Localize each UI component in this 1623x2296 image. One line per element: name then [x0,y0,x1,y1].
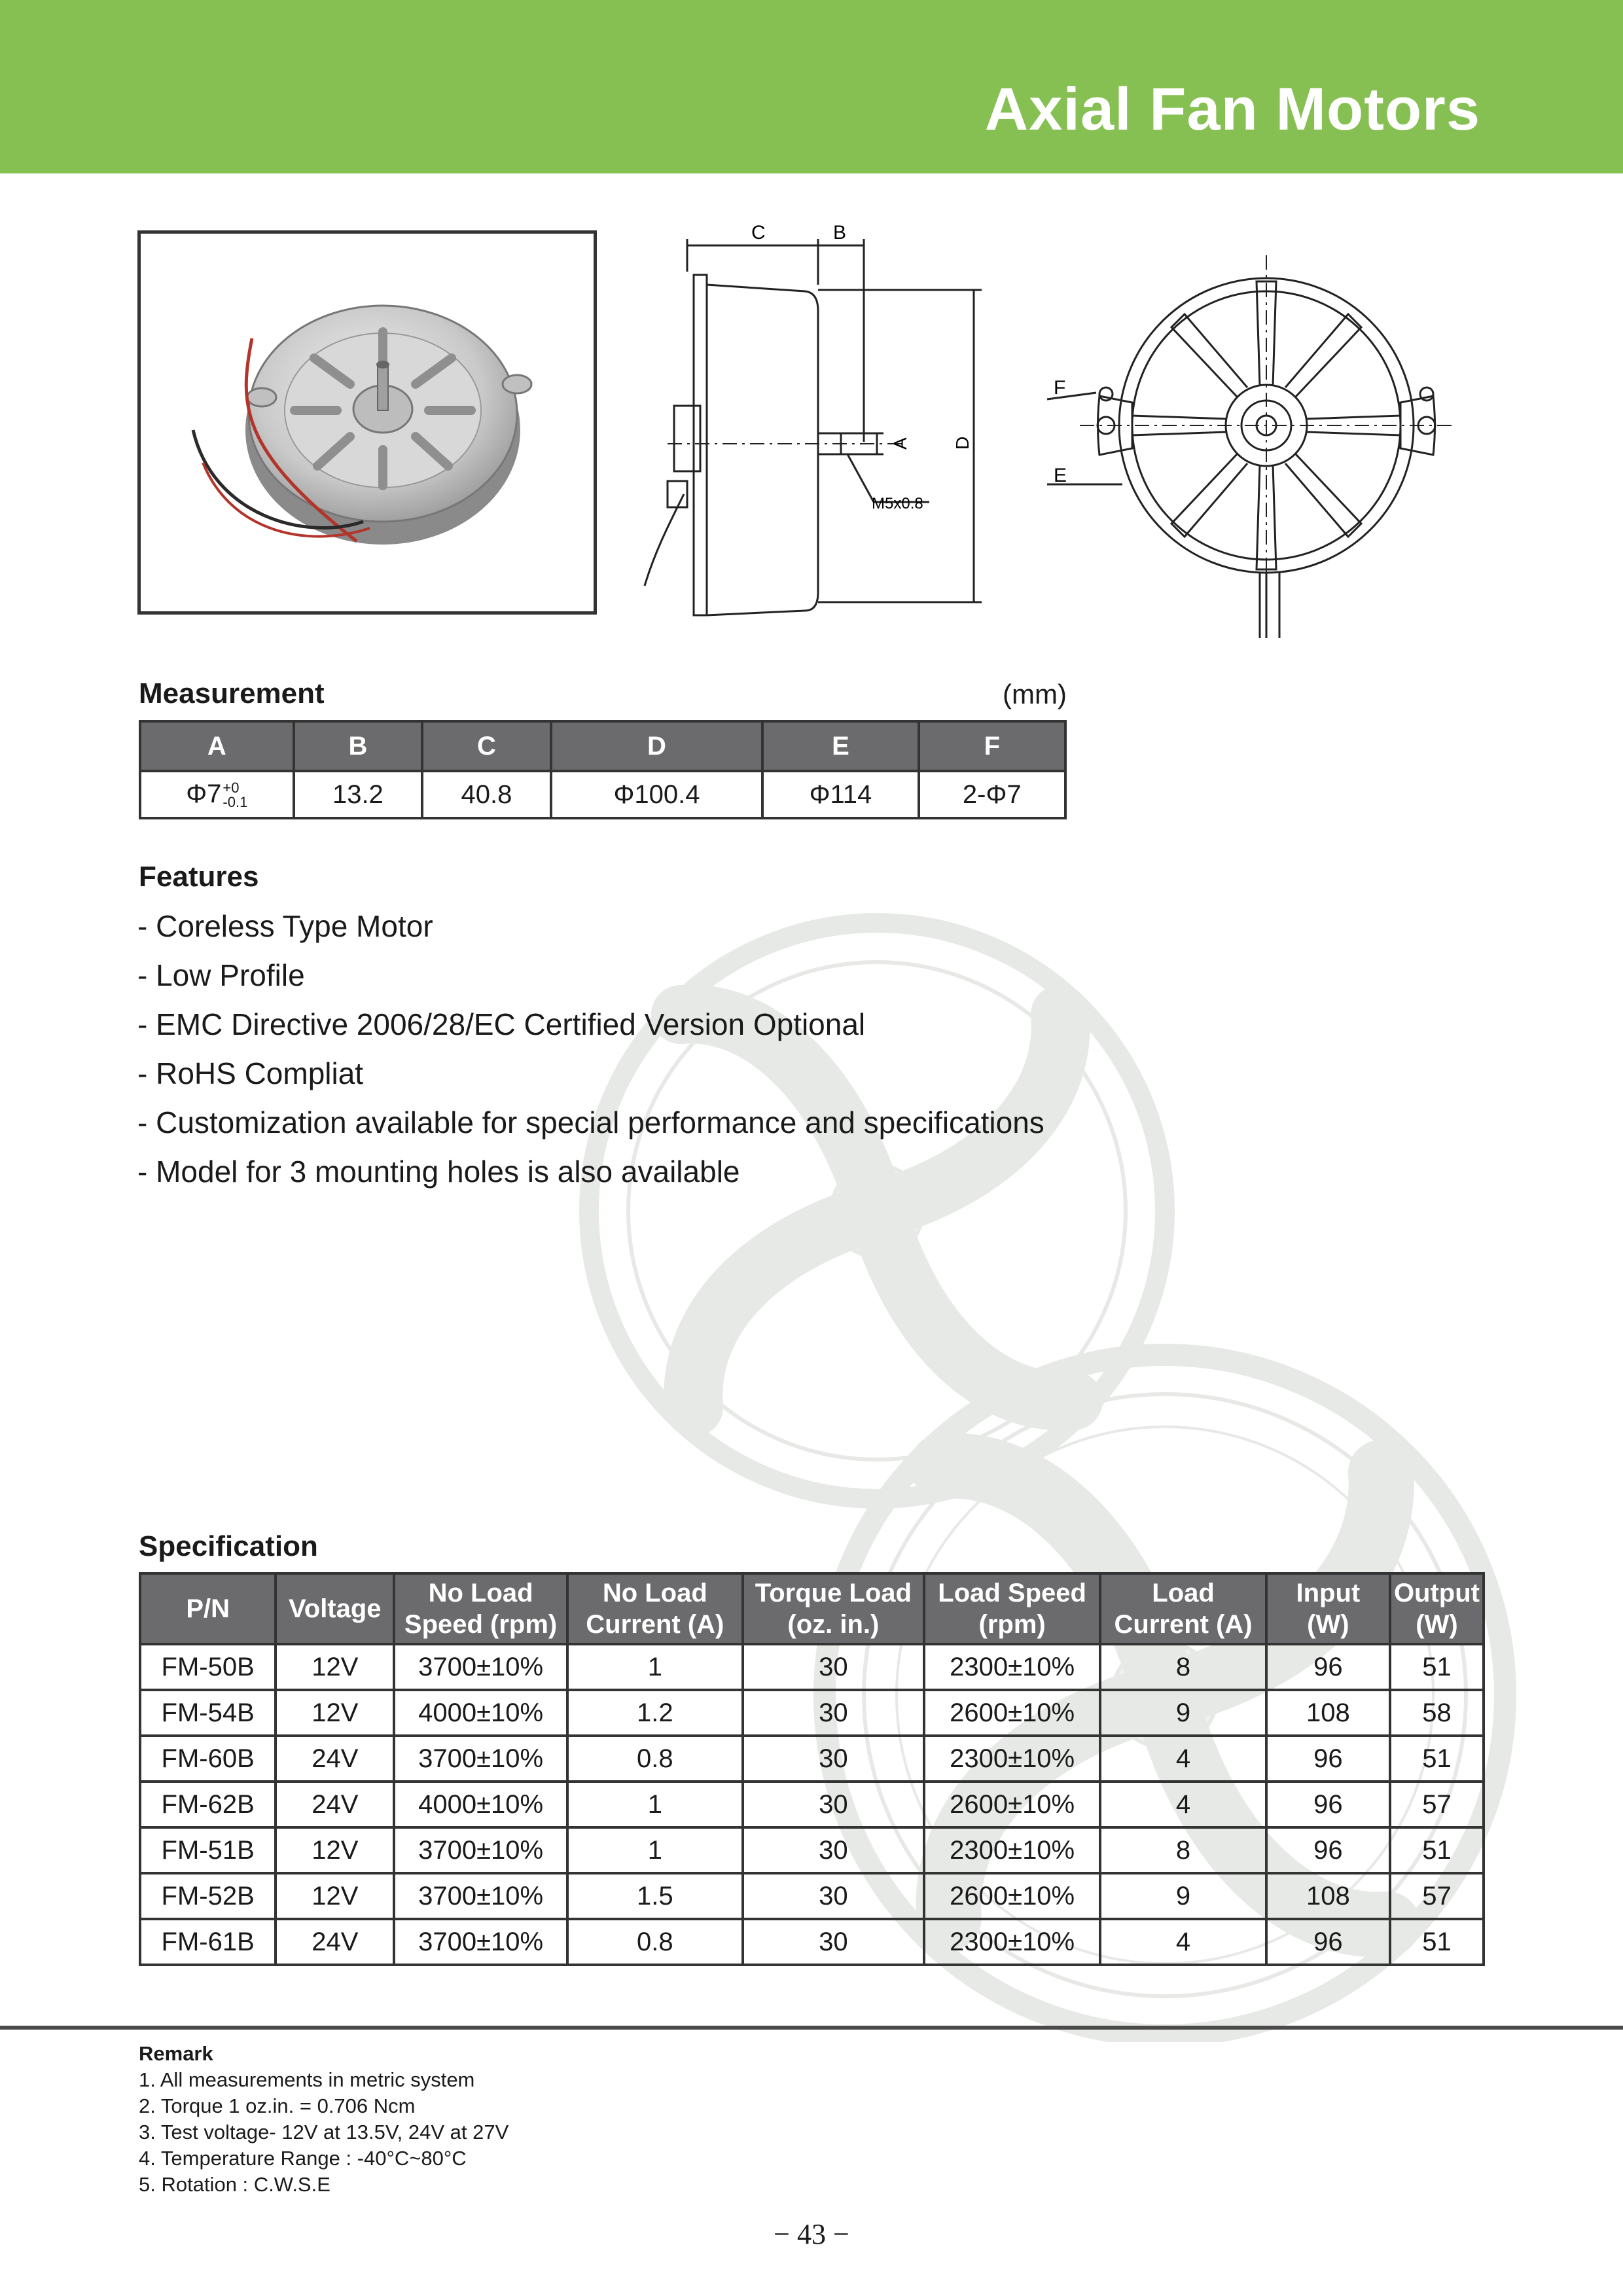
column-header [743,1573,924,1644]
header-line: (rpm) [978,1610,1046,1639]
table-cell-a [140,771,294,818]
table-cell: 12V [276,1644,394,1690]
header-line: Output [1393,1579,1480,1607]
table-cell: 3700±10% [394,1736,567,1782]
specification-title: Specification [139,1530,318,1562]
header-line: (oz. in.) [787,1610,880,1639]
list-item: - RoHS Compliat [137,1056,364,1090]
table-cell: 12V [276,1873,394,1919]
dim-label-thread: M5x0.8 [872,495,923,512]
header-line: No Load [428,1579,533,1607]
table-cell: 2600±10% [924,1690,1100,1736]
table-row [140,1827,1484,1873]
table-cell: 3700±10% [394,1873,567,1919]
table-cell: 40.8 [422,771,551,818]
table-cell: 2600±10% [924,1873,1100,1919]
table-cell: 58 [1390,1690,1484,1736]
table-cell: 4 [1100,1782,1266,1827]
table-cell: Φ114 [762,771,918,818]
table-cell: FM-62B [140,1782,276,1827]
table-cell: 30 [743,1873,924,1919]
header-line: Speed (rpm) [404,1610,558,1639]
table-row [140,1873,1484,1919]
table-cell: 96 [1266,1736,1390,1782]
table-cell: 0.8 [567,1919,743,1965]
features-list [137,906,1044,1201]
table-cell: 96 [1266,1919,1390,1965]
table-cell: 8 [1100,1644,1266,1690]
list-item: - EMC Directive 2006/28/EC Certified Version Optional [137,1007,866,1041]
page-title: Axial Fan Motors [984,76,1480,143]
table-cell: 3700±10% [394,1919,567,1965]
features-title: Features [139,861,259,893]
table-cell: FM-61B [140,1919,276,1965]
table-cell: 96 [1266,1782,1390,1827]
table-row [140,1690,1484,1736]
measurement-unit: (mm) [1003,679,1067,709]
table-cell: 2-Φ7 [919,771,1065,818]
dim-label-c: C [751,222,766,243]
measurement-table [139,720,1067,819]
table-header-row [140,1573,1484,1644]
tolerance [223,781,247,810]
table-cell: 51 [1390,1919,1484,1965]
header-line: Load [1152,1579,1215,1607]
table-cell: 30 [743,1782,924,1827]
table-cell: 30 [743,1736,924,1782]
table-cell: 9 [1100,1690,1266,1736]
dim-label-b: B [833,222,847,243]
table-cell: 24V [276,1736,394,1782]
column-header: B [294,721,423,771]
table-row [140,1782,1484,1827]
remark-item: 1. All measurements in metric system [139,2068,475,2091]
table-cell: 1.2 [567,1690,743,1736]
specification-table [139,1572,1485,1966]
column-header [924,1573,1100,1644]
table-row [140,1644,1484,1690]
table-cell: 57 [1390,1873,1484,1919]
table-cell: 2300±10% [924,1736,1100,1782]
page-number: − 43 − [774,2218,849,2250]
table-cell: 0.8 [567,1736,743,1782]
column-header [1390,1573,1484,1644]
column-header: F [919,721,1065,771]
table-cell: 96 [1266,1644,1390,1690]
list-item: - Model for 3 mounting holes is also available [137,1155,740,1189]
column-header [394,1573,567,1644]
table-cell: FM-50B [140,1644,276,1690]
side-view-drawing [628,219,995,651]
table-cell: 30 [743,1919,924,1965]
table-cell: 96 [1266,1827,1390,1873]
remark-block [139,2041,508,2198]
table-cell: FM-51B [140,1827,276,1873]
remark-item: 4. Temperature Range : -40°C~80°C [139,2147,467,2170]
table-cell: FM-60B [140,1736,276,1782]
table-cell: 2300±10% [924,1919,1100,1965]
product-photo-frame [137,230,597,615]
table-cell: 13.2 [294,771,423,818]
table-cell: 3700±10% [394,1827,567,1873]
column-header: E [762,721,918,771]
table-cell: 30 [743,1690,924,1736]
list-item: - Customization available for special performance and specifications [137,1105,1044,1139]
remark-title: Remark [139,2042,213,2065]
table-cell: 51 [1390,1644,1484,1690]
table-cell: 12V [276,1690,394,1736]
header-line: P/N [186,1594,230,1623]
table-row [140,1919,1484,1965]
table-cell: 24V [276,1782,394,1827]
table-cell: 1.5 [567,1873,743,1919]
table-cell: 4000±10% [394,1690,567,1736]
table-row [140,771,1065,818]
table-cell: 1 [567,1827,743,1873]
table-cell: 108 [1266,1873,1390,1919]
upper-tolerance: +0 [223,780,240,797]
header-line: (W) [1416,1610,1458,1639]
front-view-drawing [1034,242,1472,648]
dim-label-e: E [1054,465,1067,486]
table-cell: 9 [1100,1873,1266,1919]
table-cell: 30 [743,1827,924,1873]
table-cell: 2300±10% [924,1644,1100,1690]
table-cell: 4 [1100,1919,1266,1965]
list-item: - Coreless Type Motor [137,909,433,943]
header-line: Current (A) [586,1610,724,1639]
table-cell: 1 [567,1782,743,1827]
table-cell: 3700±10% [394,1644,567,1690]
table-cell: Φ100.4 [551,771,763,818]
dim-label-f: F [1054,377,1066,399]
table-cell: 2300±10% [924,1827,1100,1873]
table-cell: 2600±10% [924,1782,1100,1827]
column-header: D [551,721,763,771]
table-cell: 51 [1390,1736,1484,1782]
measurement-title: Measurement [139,677,325,709]
footer-divider [0,2026,1623,2030]
column-header [140,1573,276,1644]
remark-item: 5. Rotation : C.W.S.E [139,2173,330,2196]
table-row [140,1736,1484,1782]
header-line: Input [1296,1579,1361,1607]
table-cell: 12V [276,1827,394,1873]
column-header [1100,1573,1266,1644]
table-cell: 51 [1390,1827,1484,1873]
header-line: Voltage [289,1594,382,1623]
column-header [276,1573,394,1644]
motor-photo [141,234,594,611]
value-a: Φ7 [186,779,222,808]
column-header: A [140,721,294,771]
header-line: (W) [1307,1610,1349,1639]
header-line: Current (A) [1114,1610,1253,1639]
table-cell: 4000±10% [394,1782,567,1827]
table-cell: 1 [567,1644,743,1690]
table-cell: 24V [276,1919,394,1965]
dim-label-a: A [890,437,910,450]
header-line: No Load [602,1579,707,1607]
table-cell: FM-52B [140,1873,276,1919]
table-cell: 108 [1266,1690,1390,1736]
remark-item: 2. Torque 1 oz.in. = 0.706 Ncm [139,2094,416,2117]
table-cell: 30 [743,1644,924,1690]
table-cell: FM-54B [140,1690,276,1736]
column-header: C [422,721,551,771]
dim-label-d: D [952,436,972,450]
header-line: Torque Load [755,1579,912,1607]
column-header [567,1573,743,1644]
remark-item: 3. Test voltage- 12V at 13.5V, 24V at 27V [139,2121,509,2144]
header-line: Load Speed [938,1579,1086,1607]
table-cell: 8 [1100,1827,1266,1873]
table-cell: 57 [1390,1782,1484,1827]
table-header-row [140,721,1065,771]
table-cell: 4 [1100,1736,1266,1782]
list-item: - Low Profile [137,958,305,992]
lower-tolerance: -0.1 [223,794,248,811]
column-header [1266,1573,1390,1644]
